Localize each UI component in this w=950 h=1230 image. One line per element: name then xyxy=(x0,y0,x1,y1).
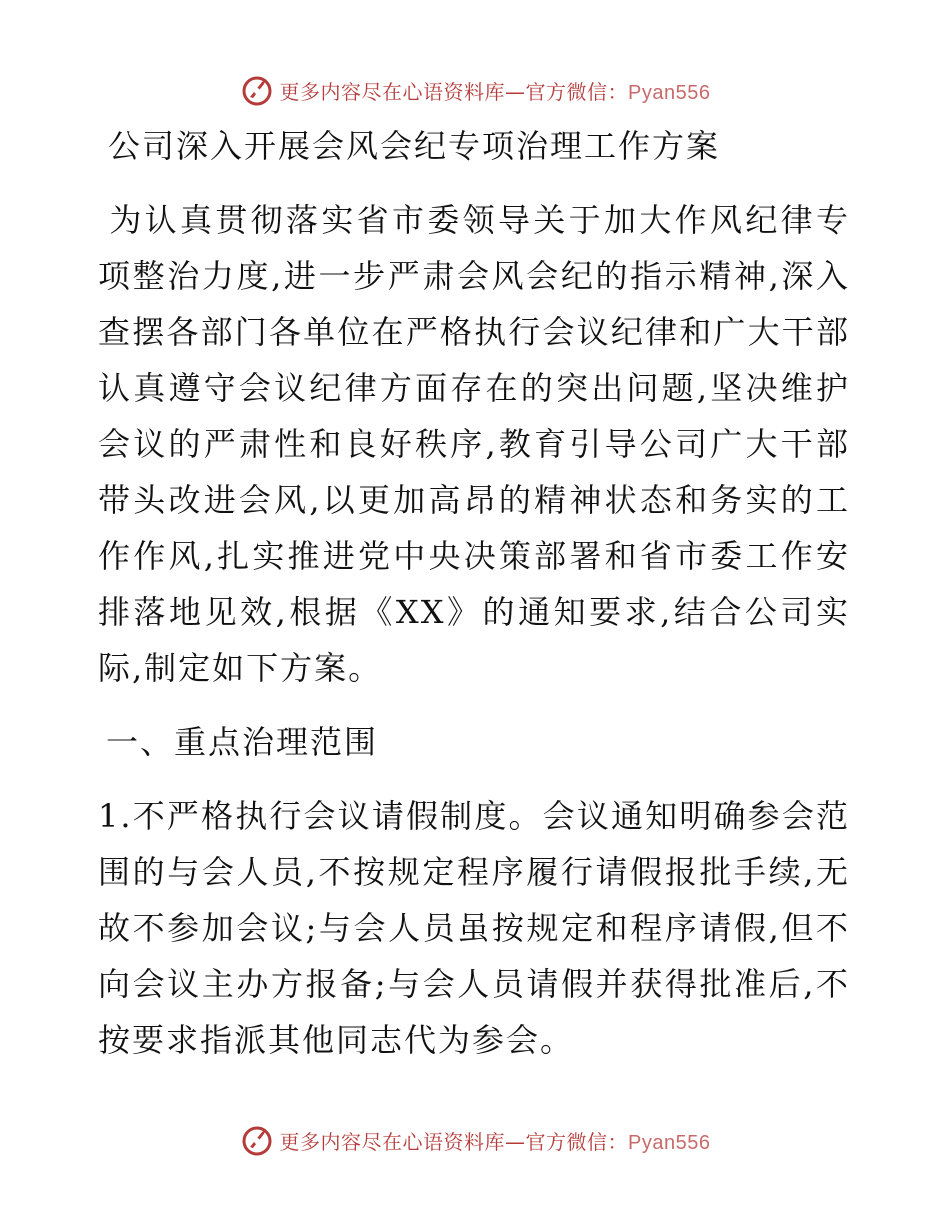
item-text: 1.不严格执行会议请假制度。会议通知明确参会范围的与会人员,不按规定程序履行请假报批手续,无故不参加会议;与会人员虽按规定和程序请假,但不向会议主办方报备;与会人员请假并获得批准后,不按要求指派其他同志代为参会。 xyxy=(98,797,850,1059)
quill-pen-logo-icon xyxy=(240,73,274,107)
footer-banner xyxy=(0,1118,950,1162)
document-title: 公司深入开展会风会纪专项治理工作方案 xyxy=(108,127,721,165)
banner-text: 更多内容尽在心语资料库 xyxy=(279,1129,506,1154)
banner-separator: — xyxy=(505,79,526,104)
banner-wechat-id: Pyan556 xyxy=(628,1131,711,1154)
intro-text: 为认真贯彻落实省市委领导关于加大作风纪律专项整治力度,进一步严肃会风会纪的指示精神,深入查摆各部门各单位在严格执行会议纪律和广大干部认真遵守会议纪律方面存在的突出问题,坚决维护会议的严肃性和良好秩序,教育引导公司广大干部带头改进会风,以更加高昂的精神状态和务实的工作作风,扎实推进党中央决策部署和省市委工作安排落地见效,根据《XX》的通知要求,结合公司实际,制定如下方案。 xyxy=(98,201,850,687)
banner-wechat-label: 官方微信： xyxy=(525,1129,629,1154)
intro-paragraph xyxy=(98,192,850,696)
banner-wechat-id: Pyan556 xyxy=(628,81,711,104)
banner-wechat-label: 官方微信： xyxy=(525,79,629,104)
banner-separator: — xyxy=(505,1129,526,1154)
list-item xyxy=(98,788,850,1068)
banner-text: 更多内容尽在心语资料库 xyxy=(279,79,506,104)
section-heading: 一、重点治理范围 xyxy=(106,723,379,761)
quill-pen-logo-icon xyxy=(240,1123,274,1157)
document-body xyxy=(98,120,850,1068)
header-banner xyxy=(0,68,950,112)
